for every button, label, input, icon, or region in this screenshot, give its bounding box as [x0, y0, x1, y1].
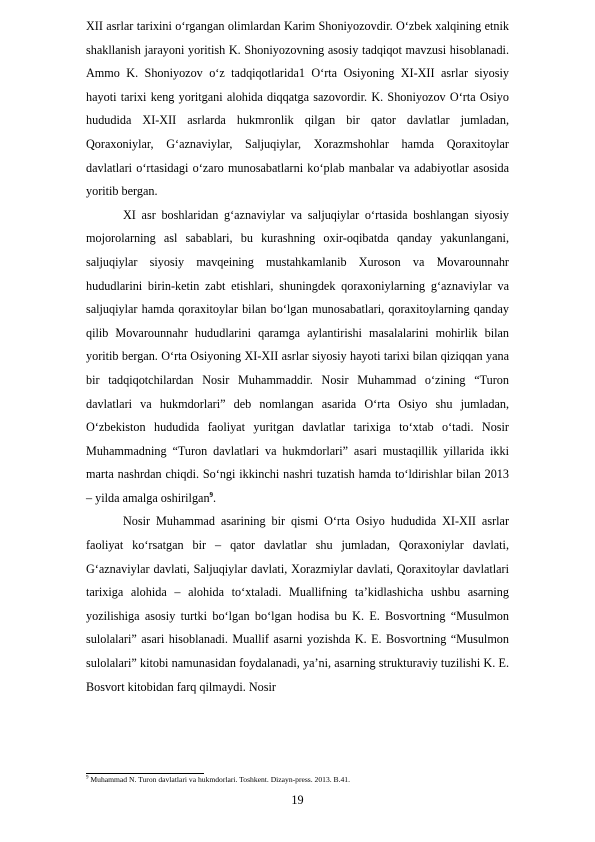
- footnote-divider: [86, 773, 204, 774]
- footnote-text: Muhammad N. Turon davlatlari va hukmdorlari. Toshkent. Dizayn-press. 2013. B.41.: [88, 775, 350, 784]
- footnote-reference: 9: [209, 490, 214, 499]
- paragraph-2-tail: .: [213, 490, 217, 505]
- footnote-mark: 9: [86, 775, 89, 781]
- page-number: 19: [291, 793, 304, 807]
- paragraph-2: [86, 204, 509, 511]
- paragraph-2-text: XI asr boshlaridan g‘aznaviylar va saljuqiylar o‘rtasida boshlangan siyosiy mojorolarning asl sabablari, bu kurashning oxir-oqibatda qanday yakunlangani, saljuqiylar siyosiy mavqeining mustahkamlanib Xuroson va Movarounnahr hududlarini birin-ketin zabt etishlari, shuningdek qoraxoniylarning g‘aznaviylar va saljuqiylar hamda qoraxitoylar bilan bo‘lgan munosabatlari, qoraxitoylarning qanday qilib Movarounnahr hududlarini qaramga aylantirishi masalalarini mohirlik bilan yoritib bergan. O‘rta Osiyoning XI-XII asrlar siyosiy hayoti tarixi bilan qiziqqan yana bir tadqiqotchilardan Nosir Muhammaddir. Nosir Muhammad o‘zining “Turon davlatlari va hukmdorlari” deb nomlangan asarida O‘rta Osiyo shu jumladan, O‘zbekiston hududida faoliyat yuritgan davlatlar tarixiga to‘xtab o‘tadi. Nosir Muhammadning “Turon davlatlari va hukmdorlari” asari mustaqillik yillarida ikki marta nashrdan chiqdi. So‘ngi ikkinchi nashri tuzatish hamda to‘ldirishlar bilan 2013 – yilda amalga oshirilgan: [86, 207, 509, 505]
- footnote: [86, 775, 526, 785]
- body-text: [86, 15, 509, 699]
- paragraph-1: XII asrlar tarixini o‘rgangan olimlardan Karim Shoniyozovdir. O‘zbek xalqining etnik shakllanish jarayoni yoritish K. Shoniyozovning asosiy tadqiqot mavzusi hisoblanadi. Ammo K. Shoniyozov o‘z tadqiqotlarida1 O‘rta Osiyoning XI-XII asrlar siyosiy hayoti tarixi keng yoritgani alohida diqqatga sazovordir. K. Shoniyozov O‘rta Osiyo hududida XI-XII asrlarda hukmronlik qilgan bir qator davlatlar jumladan, Qoraxoniylar, G‘aznaviylar, Saljuqiylar, Xorazmshohlar hamda Qoraxitoylar davlatlari o‘rtasidagi o‘zaro munosabatlarni ko‘plab manbalar va adabiyotlar asosida yoritib bergan.: [86, 19, 509, 199]
- paragraph-3: Nosir Muhammad asarining bir qismi O‘rta Osiyo hududida XI-XII asrlar faoliyat ko‘rsatgan bir – qator davlatlar shu jumladan, Qoraxoniylar davlati, G‘aznaviylar davlati, Saljuqiylar davlati, Xorazmiylar davlati, Qoraxitoylar davlatlari tarixiga alohida – alohida to‘xtaladi. Muallifning ta’kidlashicha ushbu asarning yozilishiga asosiy turtki bo‘lgan bo‘lgan hodisa bu K. E. Bosvortning “Musulmon sulolalari” asari hisoblanadi. Muallif asarni yozishda K. E. Bosvortning “Musulmon sulolalari” kitobi namunasidan foydalanadi, ya’ni, asarning strukturaviy tuzilishi K. E. Bosvort kitobidan farq qilmaydi. Nosir: [86, 514, 509, 694]
